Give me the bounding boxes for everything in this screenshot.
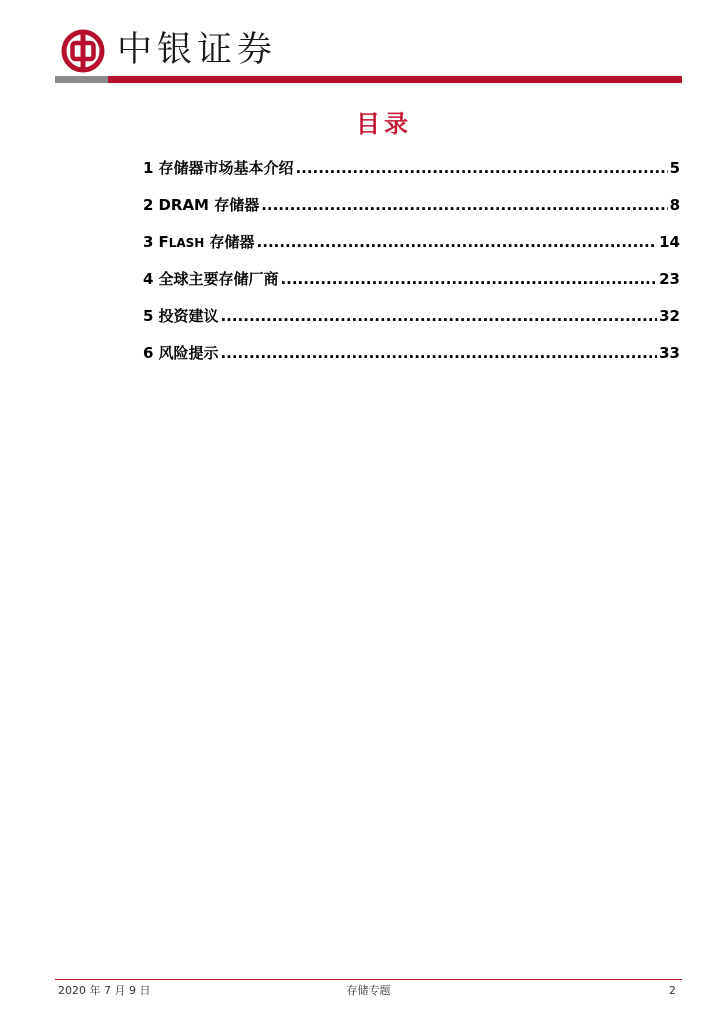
toc-item-number: 5 bbox=[143, 307, 154, 325]
header-rule-grey bbox=[55, 76, 108, 83]
footer-date: 2020 年 7 月 9 日 bbox=[58, 984, 151, 997]
toc-label-rest: 存储器 bbox=[204, 233, 255, 251]
toc-item-4[interactable] bbox=[143, 267, 680, 304]
toc-item-number: 3 bbox=[143, 233, 154, 251]
toc-label-small-caps: LASH bbox=[168, 236, 205, 250]
toc-item-page: 14 bbox=[659, 233, 680, 251]
toc-item-6[interactable] bbox=[143, 341, 680, 378]
toc-item-page: 32 bbox=[659, 307, 680, 325]
toc-leader-dots bbox=[220, 341, 657, 365]
toc-item-number: 2 bbox=[143, 196, 154, 214]
brand-name: 中银证券 bbox=[117, 30, 278, 70]
toc-item-label: 投资建议 bbox=[158, 307, 219, 325]
toc-item-label: DRAM 存储器 bbox=[158, 196, 260, 214]
bank-of-china-logo-icon bbox=[61, 29, 105, 73]
toc-leader-dots bbox=[295, 156, 667, 180]
page-header bbox=[0, 0, 724, 90]
toc-item-1[interactable] bbox=[143, 156, 680, 193]
toc-item-label bbox=[158, 230, 254, 255]
toc-leader-dots bbox=[280, 267, 657, 291]
toc-item-5[interactable] bbox=[143, 304, 680, 341]
toc-item-label: 全球主要存储厂商 bbox=[158, 270, 279, 288]
toc-label-initial: F bbox=[158, 233, 169, 251]
header-rule-red bbox=[108, 76, 682, 83]
toc-item-page: 23 bbox=[659, 270, 680, 288]
toc-leader-dots bbox=[220, 304, 657, 328]
toc-item-3[interactable] bbox=[143, 230, 680, 267]
footer-rule bbox=[55, 979, 682, 980]
toc-item-number: 4 bbox=[143, 270, 154, 288]
toc-item-page: 33 bbox=[659, 344, 680, 362]
table-of-contents bbox=[143, 156, 680, 378]
toc-item-number: 6 bbox=[143, 344, 154, 362]
toc-title: 目录 bbox=[356, 110, 412, 138]
footer-report-type: 存储专题 bbox=[346, 984, 391, 997]
toc-item-page: 8 bbox=[669, 196, 680, 214]
toc-item-page: 5 bbox=[669, 159, 680, 177]
toc-item-2[interactable] bbox=[143, 193, 680, 230]
toc-leader-dots bbox=[261, 193, 667, 217]
toc-item-label: 风险提示 bbox=[158, 344, 219, 362]
toc-item-label: 存储器市场基本介绍 bbox=[158, 159, 294, 177]
footer-page-number: 2 bbox=[669, 984, 676, 997]
toc-leader-dots bbox=[257, 230, 658, 254]
toc-item-number: 1 bbox=[143, 159, 154, 177]
page-footer bbox=[55, 983, 682, 999]
